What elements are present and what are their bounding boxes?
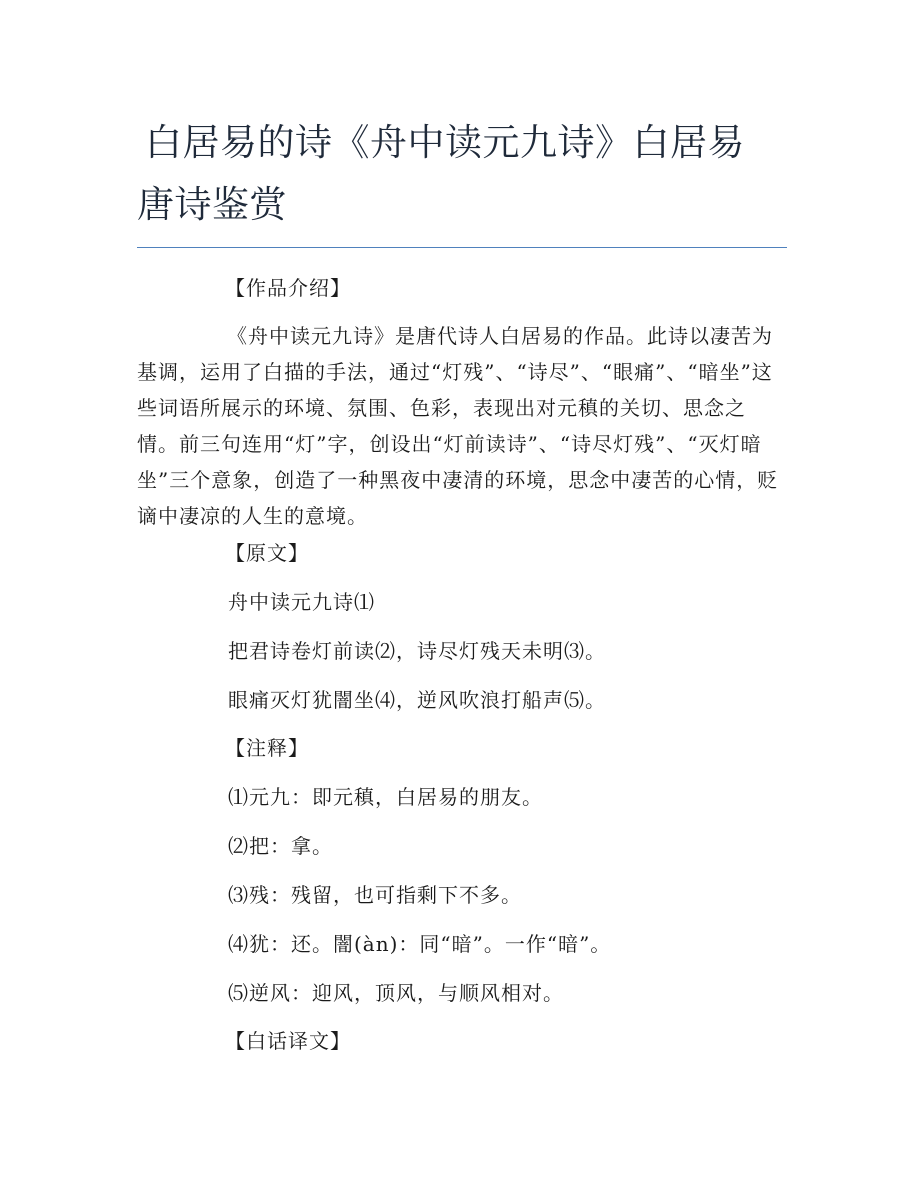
section-heading-notes: 【注释】	[225, 736, 309, 760]
note-4: ⑷犹：还。闇(àn)：同“暗”。一作“暗”。	[228, 932, 612, 956]
section-heading-translation: 【白话译文】	[225, 1029, 351, 1053]
section-heading-original: 【原文】	[225, 541, 309, 565]
title-divider	[137, 247, 787, 248]
title-line-1: 白居易的诗《舟中读元九诗》白居易	[145, 121, 745, 164]
poem-title: 舟中读元九诗⑴	[228, 590, 375, 614]
note-1: ⑴元九：即元稹，白居易的朋友。	[228, 785, 543, 809]
title-line-2: 唐诗鉴赏	[137, 183, 287, 226]
document-title	[137, 112, 787, 236]
note-5: ⑸逆风：迎风，顶风，与顺风相对。	[228, 981, 564, 1005]
note-2: ⑵把：拿。	[228, 834, 333, 858]
section-heading-intro: 【作品介绍】	[225, 276, 351, 300]
note-3: ⑶残：残留，也可指剩下不多。	[228, 883, 522, 907]
poem-line-2: 眼痛灭灯犹闇坐⑷，逆风吹浪打船声⑸。	[228, 688, 606, 712]
intro-paragraph: 《舟中读元九诗》是唐代诗人白居易的作品。此诗以凄苦为基调，运用了白描的手法，通过“灯残”、“诗尽”、“眼痛”、“暗坐”这些词语所展示的环境、氛围、色彩，表现出对元稹的关切、思念之情。前三句连用“灯”字，创设出“灯前读诗”、“诗尽灯残”、“灭灯暗坐”三个意象，创造了一种黑夜中凄清的环境，思念中凄苦的心情，贬谪中凄凉的人生的意境。	[137, 324, 779, 528]
poem-line-1: 把君诗卷灯前读⑵，诗尽灯残天未明⑶。	[228, 639, 606, 663]
